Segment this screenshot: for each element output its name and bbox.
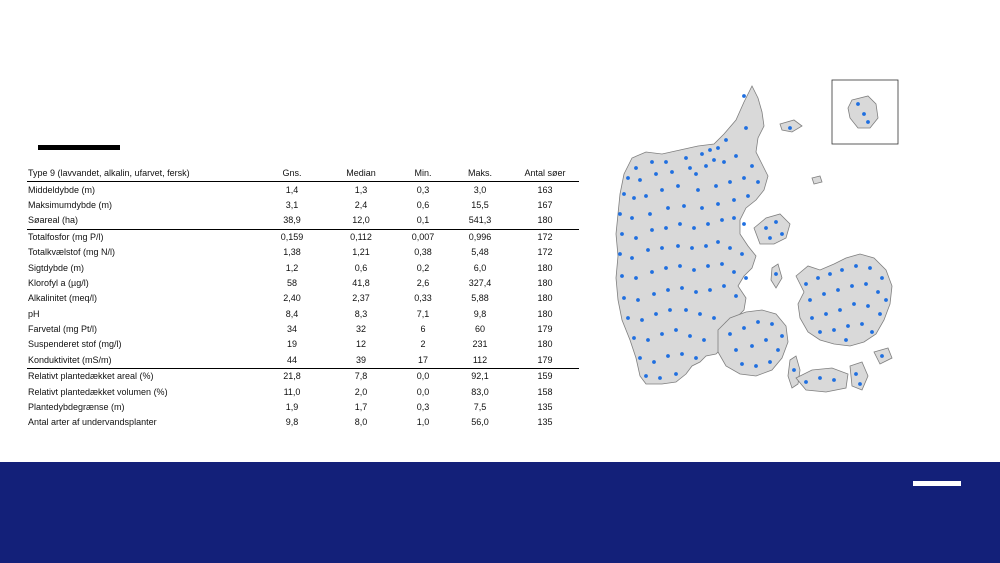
cell-median: 2,4 bbox=[354, 199, 368, 210]
cell-lake-count: 163 bbox=[537, 184, 553, 195]
cell-mean: 1,9 bbox=[285, 402, 299, 413]
lake-dot bbox=[678, 264, 682, 268]
lake-dot bbox=[774, 220, 778, 224]
table-row bbox=[27, 322, 579, 337]
lake-dot bbox=[756, 180, 760, 184]
lake-dot bbox=[732, 270, 736, 274]
lake-dot bbox=[720, 262, 724, 266]
header-max: Maks. bbox=[449, 166, 511, 182]
cell-min: 0,0 bbox=[416, 371, 430, 382]
cell-min: 2 bbox=[420, 339, 426, 350]
lake-dot bbox=[684, 308, 688, 312]
cell-mean: 8,4 bbox=[285, 308, 299, 319]
cell-max: 15,5 bbox=[471, 199, 489, 210]
cell-mean: 0,159 bbox=[280, 231, 304, 242]
cell-mean: 1,4 bbox=[285, 184, 299, 195]
lake-dot bbox=[734, 154, 738, 158]
cell-row-label: Suspenderet stof (mg/l) bbox=[28, 339, 122, 350]
lake-dot bbox=[694, 290, 698, 294]
lake-dot bbox=[780, 334, 784, 338]
lake-dot bbox=[884, 298, 888, 302]
cell-min: 0,0 bbox=[416, 386, 430, 397]
lake-dot bbox=[744, 276, 748, 280]
cell-max: 541,3 bbox=[449, 213, 511, 229]
cell-min: 0,007 bbox=[411, 231, 435, 242]
cell-median: 1,3 bbox=[354, 184, 368, 195]
lake-dot bbox=[866, 120, 870, 124]
lake-dot bbox=[716, 240, 720, 244]
cell-row-label: Søareal (ha) bbox=[27, 213, 259, 229]
title-accent-bar bbox=[38, 145, 120, 150]
lake-dot bbox=[646, 338, 650, 342]
lake-dot bbox=[754, 364, 758, 368]
lake-dot bbox=[664, 226, 668, 230]
cell-max: 112 bbox=[449, 353, 511, 369]
cell-mean: 2,40 bbox=[283, 293, 301, 304]
lake-dot bbox=[756, 320, 760, 324]
cell-median: 1,21 bbox=[352, 247, 370, 258]
lake-dot bbox=[854, 264, 858, 268]
table-row bbox=[27, 198, 579, 213]
cell-mean: 34 bbox=[286, 324, 297, 335]
cell-max: 60 bbox=[474, 324, 485, 335]
lake-dot bbox=[634, 166, 638, 170]
lake-dot bbox=[664, 160, 668, 164]
djursland-land bbox=[754, 214, 790, 244]
cell-lake-count: 180 bbox=[537, 339, 553, 350]
cell-max: 5,48 bbox=[471, 247, 489, 258]
lake-dot bbox=[666, 288, 670, 292]
lake-dot bbox=[822, 292, 826, 296]
cell-median: 12 bbox=[355, 339, 366, 350]
cell-max: 0,996 bbox=[468, 231, 492, 242]
lake-dot bbox=[694, 356, 698, 360]
lake-dot bbox=[634, 236, 638, 240]
lake-dot bbox=[694, 172, 698, 176]
denmark-map bbox=[606, 78, 906, 398]
lake-dot bbox=[646, 248, 650, 252]
cell-lake-count: 180 bbox=[537, 262, 553, 273]
lake-dot bbox=[678, 222, 682, 226]
cell-mean: 11,0 bbox=[283, 386, 301, 397]
cell-min: 0,2 bbox=[416, 262, 430, 273]
cell-row-label: Totalkvælstof (mg N/l) bbox=[28, 247, 116, 258]
laeso-land bbox=[780, 120, 802, 132]
table-row bbox=[27, 415, 579, 430]
lake-dot bbox=[700, 206, 704, 210]
lake-dot bbox=[828, 272, 832, 276]
lake-dot bbox=[692, 268, 696, 272]
lake-dot bbox=[838, 308, 842, 312]
cell-lake-count: 179 bbox=[537, 324, 553, 335]
lake-dot bbox=[868, 266, 872, 270]
lake-dot bbox=[636, 298, 640, 302]
funen-land bbox=[718, 310, 788, 376]
cell-row-label: Middeldybde (m) bbox=[28, 184, 96, 195]
lake-dot bbox=[682, 204, 686, 208]
lake-dot bbox=[764, 338, 768, 342]
lake-dot bbox=[632, 196, 636, 200]
lake-dot bbox=[728, 180, 732, 184]
lake-dot bbox=[626, 316, 630, 320]
lake-dot bbox=[648, 212, 652, 216]
lake-dot bbox=[640, 318, 644, 322]
lake-dot bbox=[792, 368, 796, 372]
cell-median: 41,8 bbox=[352, 277, 370, 288]
cell-row-label: Plantedybdegrænse (m) bbox=[28, 402, 125, 413]
lake-dot bbox=[854, 372, 858, 376]
lake-dot bbox=[742, 326, 746, 330]
cell-mean: 1,2 bbox=[285, 262, 299, 273]
cell-min: 0,3 bbox=[416, 402, 430, 413]
lake-dot bbox=[818, 376, 822, 380]
table-row bbox=[27, 213, 579, 229]
cell-min: 0,6 bbox=[416, 199, 430, 210]
table-row bbox=[27, 229, 579, 245]
lake-dot bbox=[712, 316, 716, 320]
lake-dot bbox=[620, 274, 624, 278]
table-row bbox=[27, 276, 579, 291]
lake-dot bbox=[714, 184, 718, 188]
cell-mean: 44 bbox=[259, 353, 325, 369]
cell-lake-count: 172 bbox=[537, 247, 553, 258]
cell-median: 2,0 bbox=[354, 386, 368, 397]
lake-dot bbox=[634, 276, 638, 280]
lake-dot bbox=[644, 194, 648, 198]
cell-lake-count: 158 bbox=[537, 386, 553, 397]
cell-median: 2,37 bbox=[352, 293, 370, 304]
lake-dot bbox=[708, 148, 712, 152]
cell-lake-count: 180 bbox=[537, 293, 553, 304]
cell-median: 8,3 bbox=[354, 308, 368, 319]
lake-dot bbox=[630, 256, 634, 260]
cell-lake-count: 180 bbox=[511, 213, 579, 229]
header-lake-count: Antal søer bbox=[511, 166, 579, 182]
lake-dot bbox=[840, 268, 844, 272]
lake-dot bbox=[818, 330, 822, 334]
table-row bbox=[27, 384, 579, 399]
lake-dot bbox=[668, 308, 672, 312]
cell-median: 1,7 bbox=[354, 402, 368, 413]
lake-dot bbox=[716, 202, 720, 206]
cell-min: 7,1 bbox=[416, 308, 430, 319]
lake-dot bbox=[816, 276, 820, 280]
cell-mean: 38,9 bbox=[259, 213, 325, 229]
lake-dot bbox=[700, 152, 704, 156]
cell-max: 5,88 bbox=[471, 293, 489, 304]
cell-row-label: Klorofyl a (µg/l) bbox=[28, 277, 89, 288]
lake-dot bbox=[720, 218, 724, 222]
lake-dot bbox=[674, 328, 678, 332]
lake-dot bbox=[680, 352, 684, 356]
cell-min: 0,3 bbox=[416, 184, 430, 195]
anholt-land bbox=[812, 176, 822, 184]
lake-dot bbox=[880, 276, 884, 280]
lake-dot bbox=[638, 178, 642, 182]
lake-dot bbox=[630, 216, 634, 220]
falster-land bbox=[850, 362, 868, 390]
lake-dot bbox=[850, 284, 854, 288]
cell-max: 231 bbox=[472, 339, 488, 350]
cell-median: 8,0 bbox=[354, 417, 368, 428]
lake-dot bbox=[728, 246, 732, 250]
lake-dot bbox=[690, 246, 694, 250]
table-header-row bbox=[27, 166, 579, 182]
lake-dot bbox=[722, 284, 726, 288]
cell-max: 327,4 bbox=[468, 277, 492, 288]
lake-dot bbox=[652, 292, 656, 296]
lake-dot bbox=[680, 286, 684, 290]
table-body bbox=[27, 182, 579, 431]
lake-dot bbox=[724, 138, 728, 142]
cell-row-label: Totalfosfor (mg P/l) bbox=[28, 231, 104, 242]
cell-lake-count: 159 bbox=[537, 371, 553, 382]
lake-dot bbox=[746, 194, 750, 198]
lake-dot bbox=[688, 166, 692, 170]
cell-lake-count: 167 bbox=[537, 199, 553, 210]
cell-row-label: pH bbox=[28, 308, 40, 319]
lake-dot bbox=[788, 126, 792, 130]
lake-dot bbox=[722, 160, 726, 164]
lake-dot bbox=[704, 244, 708, 248]
lake-dot bbox=[660, 332, 664, 336]
lake-dot bbox=[768, 360, 772, 364]
cell-max: 92,1 bbox=[471, 371, 489, 382]
cell-max: 3,0 bbox=[473, 184, 487, 195]
lake-dot bbox=[702, 338, 706, 342]
cell-min: 0,38 bbox=[414, 247, 432, 258]
samso-land bbox=[771, 264, 782, 288]
lake-dot bbox=[716, 146, 720, 150]
lake-dot bbox=[804, 282, 808, 286]
table-row bbox=[27, 353, 579, 369]
footer-band bbox=[0, 462, 1000, 563]
cell-min: 0,33 bbox=[414, 293, 432, 304]
lake-dot bbox=[706, 264, 710, 268]
lake-dot bbox=[660, 188, 664, 192]
lake-dot bbox=[652, 360, 656, 364]
lake-dot bbox=[810, 316, 814, 320]
lake-dot bbox=[666, 206, 670, 210]
cell-max: 56,0 bbox=[471, 417, 489, 428]
lake-dot bbox=[676, 244, 680, 248]
lake-dot bbox=[804, 380, 808, 384]
cell-max: 7,5 bbox=[473, 402, 487, 413]
lake-dot bbox=[650, 160, 654, 164]
table-row bbox=[27, 182, 579, 198]
lake-dot bbox=[728, 332, 732, 336]
cell-row-label: Maksimumdybde (m) bbox=[28, 199, 113, 210]
footer-logo-mark bbox=[913, 481, 961, 486]
cell-row-label: Sigtdybde (m) bbox=[28, 262, 85, 273]
lake-dot bbox=[654, 312, 658, 316]
cell-median: 7,8 bbox=[354, 371, 368, 382]
lake-dot bbox=[644, 374, 648, 378]
lake-dot bbox=[770, 322, 774, 326]
cell-mean: 1,38 bbox=[283, 247, 301, 258]
cell-median: 0,112 bbox=[350, 231, 372, 242]
lake-dot bbox=[706, 222, 710, 226]
lake-dot bbox=[708, 288, 712, 292]
lake-location-map bbox=[606, 78, 906, 398]
cell-row-label: Alkalinitet (meq/l) bbox=[28, 293, 98, 304]
header-lake-type: Type 9 (lavvandet, alkalin, ufarvet, fersk) bbox=[27, 166, 259, 182]
lake-dot bbox=[774, 272, 778, 276]
cell-mean: 19 bbox=[286, 339, 297, 350]
lake-dot bbox=[650, 270, 654, 274]
lake-dot bbox=[776, 348, 780, 352]
cell-median: 12,0 bbox=[325, 213, 397, 229]
lake-dot bbox=[732, 216, 736, 220]
header-min: Min. bbox=[397, 166, 449, 182]
lolland-land bbox=[796, 368, 848, 392]
lake-dot bbox=[618, 212, 622, 216]
lake-dot bbox=[688, 334, 692, 338]
cell-median: 0,6 bbox=[354, 262, 368, 273]
cell-mean: 58 bbox=[286, 277, 297, 288]
cell-min: 2,6 bbox=[416, 277, 430, 288]
lake-dot bbox=[858, 382, 862, 386]
lake-dot bbox=[704, 164, 708, 168]
cell-max: 9,8 bbox=[473, 308, 487, 319]
lake-dot bbox=[808, 298, 812, 302]
langeland-land bbox=[788, 356, 800, 388]
lake-dot bbox=[780, 232, 784, 236]
lake-dot bbox=[740, 362, 744, 366]
lake-dot bbox=[876, 290, 880, 294]
lake-dot bbox=[750, 344, 754, 348]
lake-dot bbox=[864, 282, 868, 286]
cell-mean: 3,1 bbox=[285, 199, 299, 210]
lake-dot bbox=[852, 302, 856, 306]
lake-dot bbox=[622, 296, 626, 300]
lake-dot bbox=[666, 354, 670, 358]
lake-dot bbox=[622, 192, 626, 196]
lake-dot bbox=[698, 312, 702, 316]
table-row bbox=[27, 369, 579, 385]
lake-dot bbox=[676, 184, 680, 188]
cell-min: 0,1 bbox=[397, 213, 449, 229]
lake-dot bbox=[734, 348, 738, 352]
cell-max: 6,0 bbox=[473, 262, 487, 273]
lake-dot bbox=[846, 324, 850, 328]
table-row bbox=[27, 337, 579, 352]
lake-dot bbox=[620, 232, 624, 236]
lake-dot bbox=[742, 222, 746, 226]
cell-min: 17 bbox=[397, 353, 449, 369]
lake-dot bbox=[824, 312, 828, 316]
table-row bbox=[27, 307, 579, 322]
lake-dot bbox=[742, 176, 746, 180]
lake-dot bbox=[732, 198, 736, 202]
lake-dot bbox=[684, 156, 688, 160]
table-row bbox=[27, 291, 579, 306]
cell-max: 83,0 bbox=[471, 386, 489, 397]
lake-dot bbox=[658, 376, 662, 380]
lake-dot bbox=[750, 164, 754, 168]
cell-mean: 9,8 bbox=[285, 417, 299, 428]
lake-dot bbox=[856, 102, 860, 106]
lake-dot bbox=[742, 94, 746, 98]
lake-dot bbox=[862, 112, 866, 116]
cell-lake-count: 180 bbox=[537, 308, 553, 319]
cell-row-label: Konduktivitet (mS/m) bbox=[27, 353, 259, 369]
lake-dot bbox=[836, 288, 840, 292]
lake-dot bbox=[626, 176, 630, 180]
lake-dot bbox=[618, 252, 622, 256]
lake-dot bbox=[674, 372, 678, 376]
lake-dot bbox=[740, 252, 744, 256]
lake-dot bbox=[860, 322, 864, 326]
table-row bbox=[27, 400, 579, 415]
cell-row-label: Farvetal (mg Pt/l) bbox=[28, 324, 98, 335]
lake-dot bbox=[744, 126, 748, 130]
lake-dot bbox=[638, 356, 642, 360]
lake-type-table bbox=[27, 166, 579, 431]
lake-dot bbox=[768, 236, 772, 240]
table-row bbox=[27, 245, 579, 260]
cell-median: 32 bbox=[355, 324, 366, 335]
cell-lake-count: 135 bbox=[537, 417, 553, 428]
lake-dot bbox=[832, 328, 836, 332]
lake-dot bbox=[632, 336, 636, 340]
lake-dot bbox=[764, 226, 768, 230]
lake-dot bbox=[650, 228, 654, 232]
lake-dot bbox=[870, 330, 874, 334]
lake-dot bbox=[734, 294, 738, 298]
lake-dot bbox=[670, 170, 674, 174]
stats-table bbox=[27, 166, 579, 431]
cell-min: 6 bbox=[420, 324, 426, 335]
lake-dot bbox=[878, 312, 882, 316]
table-row bbox=[27, 260, 579, 275]
cell-lake-count: 135 bbox=[537, 402, 553, 413]
lake-dot bbox=[832, 378, 836, 382]
lake-dot bbox=[692, 226, 696, 230]
header-mean: Gns. bbox=[259, 166, 325, 182]
cell-lake-count: 180 bbox=[537, 277, 553, 288]
lake-dot bbox=[844, 338, 848, 342]
lake-dot bbox=[660, 246, 664, 250]
cell-row-label: Relativt plantedækket volumen (%) bbox=[28, 386, 168, 397]
cell-min: 1,0 bbox=[416, 417, 430, 428]
header-median: Median bbox=[325, 166, 397, 182]
lake-dot bbox=[880, 354, 884, 358]
lake-dot bbox=[654, 172, 658, 176]
cell-lake-count: 179 bbox=[511, 353, 579, 369]
lake-dot bbox=[664, 266, 668, 270]
cell-lake-count: 172 bbox=[537, 231, 553, 242]
cell-median: 39 bbox=[325, 353, 397, 369]
cell-row-label: Antal arter af undervandsplanter bbox=[28, 417, 157, 428]
cell-mean: 21,8 bbox=[283, 371, 301, 382]
lake-dot bbox=[866, 304, 870, 308]
lake-dot bbox=[696, 188, 700, 192]
cell-row-label: Relativt plantedækket areal (%) bbox=[28, 371, 154, 382]
lake-dot bbox=[712, 158, 716, 162]
